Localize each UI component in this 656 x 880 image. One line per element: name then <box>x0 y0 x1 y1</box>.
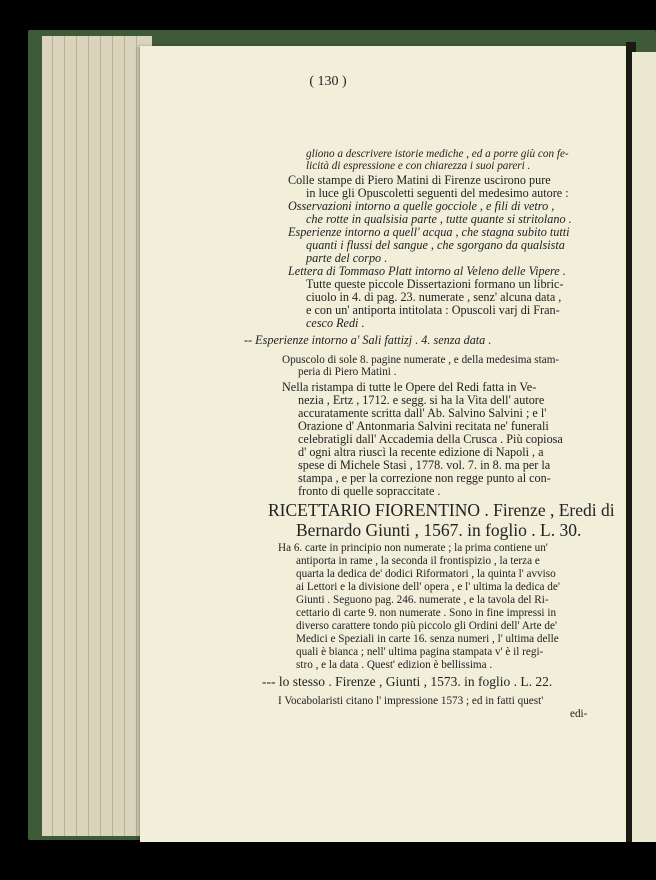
text-line: peria di Piero Matini . <box>298 366 397 378</box>
text-line: ai Lettori e la divisione dell' opera , e l' ultima la dedica de' <box>296 581 560 593</box>
facing-page-edge <box>632 52 656 842</box>
text-line: Lettera di Tommaso Platt intorno al Veleno delle Vipere . <box>288 264 566 278</box>
text-line: Colle stampe di Piero Matini di Firenze uscirono pure <box>288 173 551 187</box>
text-line: Orazione d' Antonmaria Salvini recitata ne' funerali <box>298 419 549 433</box>
text-line: licità di espressione e con chiarezza i suoi pareri . <box>306 160 531 172</box>
text-line: Tutte queste piccole Dissertazioni formano un libric- <box>306 277 564 291</box>
text-line: quanti i flussi del sangue , che sgorgano da qualsista <box>306 238 565 252</box>
entry-heading: Bernardo Giunti , 1567. in foglio . L. 30. <box>296 520 582 540</box>
text-line: celebratigli dall' Accademia della Crusca . Più copiosa <box>298 432 563 446</box>
text-line: e con un' antiporta intitolata : Opuscoli varj di Fran- <box>306 303 560 317</box>
text-line: spese di Michele Stasi , 1778. vol. 7. in 8. ma per la <box>298 458 551 472</box>
text-line: fronto di quelle sopraccitate . <box>298 484 441 498</box>
entry-heading: RICETTARIO FIORENTINO . Firenze , Eredi di <box>268 500 615 520</box>
text-line: -- Esperienze intorno a' Sali fattizj . 4. senza data . <box>244 333 492 347</box>
text-line: che rotte in qualsisia parte , tutte quante si stritolano . <box>306 212 572 226</box>
text-line: Esperienze intorno a quell' acqua , che stagna subito tutti <box>288 225 570 239</box>
text-line: cettario di carte 9. non numerate . Sono in fine impressi in <box>296 607 557 619</box>
text-line: Osservazioni intorno a quelle gocciole , e fili di vetro , <box>288 199 555 213</box>
text-line: cesco Redi . <box>306 316 365 330</box>
text-line: quarta la dedica de' dodici Riformatori , la quinta l' avviso <box>296 568 556 580</box>
text-line: Medici e Speziali in carte 16. senza numeri , l' ultima delle <box>296 633 559 645</box>
page-number: ( 130 ) <box>309 74 347 89</box>
text-line: d' ogni altra riuscì la recente edizione di Napoli , a <box>298 445 544 459</box>
entry-heading: --- lo stesso . Firenze , Giunti , 1573. in foglio . L. 22. <box>262 674 553 689</box>
page-edges <box>42 36 152 836</box>
text-line: stampa , e per la correzione non regge punto al con- <box>298 471 551 485</box>
text-line: antiporta in rame , la seconda il frontispizio , la terza e <box>296 555 540 567</box>
text-line: Ha 6. carte in principio non numerate ; la prima contiene un' <box>278 542 548 554</box>
text-line: diverso carattere tondo più piccolo gli Ordini dell' Arte de' <box>296 620 557 632</box>
text-line: ciuolo in 4. di pag. 23. numerate , senz' alcuna data , <box>306 290 562 304</box>
text-line: I Vocabolaristi citano l' impressione 1573 ; ed in fatti quest' <box>278 695 544 707</box>
text-line: accuratamente scritta dall' Ab. Salvino Salvini ; e l' <box>298 406 547 420</box>
text-line: Nella ristampa di tutte le Opere del Redi fatta in Ve- <box>282 380 537 394</box>
text-line: nezia , Ertz , 1712. e segg. si ha la Vita dell' autore <box>298 393 545 407</box>
text-line: Opuscolo di sole 8. pagine numerate , e della medesima stam- <box>282 354 560 366</box>
text-line: in luce gli Opuscoletti seguenti del medesimo autore : <box>306 186 569 200</box>
text-line: gliono a descrivere istorie mediche , ed a porre giù con fe- <box>306 148 569 160</box>
text-line: Giunti . Seguono pag. 246. numerate , e la tavola del Ri- <box>296 594 549 606</box>
text-line: edi- <box>570 708 588 720</box>
text-line: stro , e la data . Quest' edizion è bellissima . <box>296 659 493 671</box>
text-line: parte del corpo . <box>306 251 388 265</box>
text-line: quali è bianca ; nell' ultima pagina stampata v' è il regi- <box>296 646 544 658</box>
